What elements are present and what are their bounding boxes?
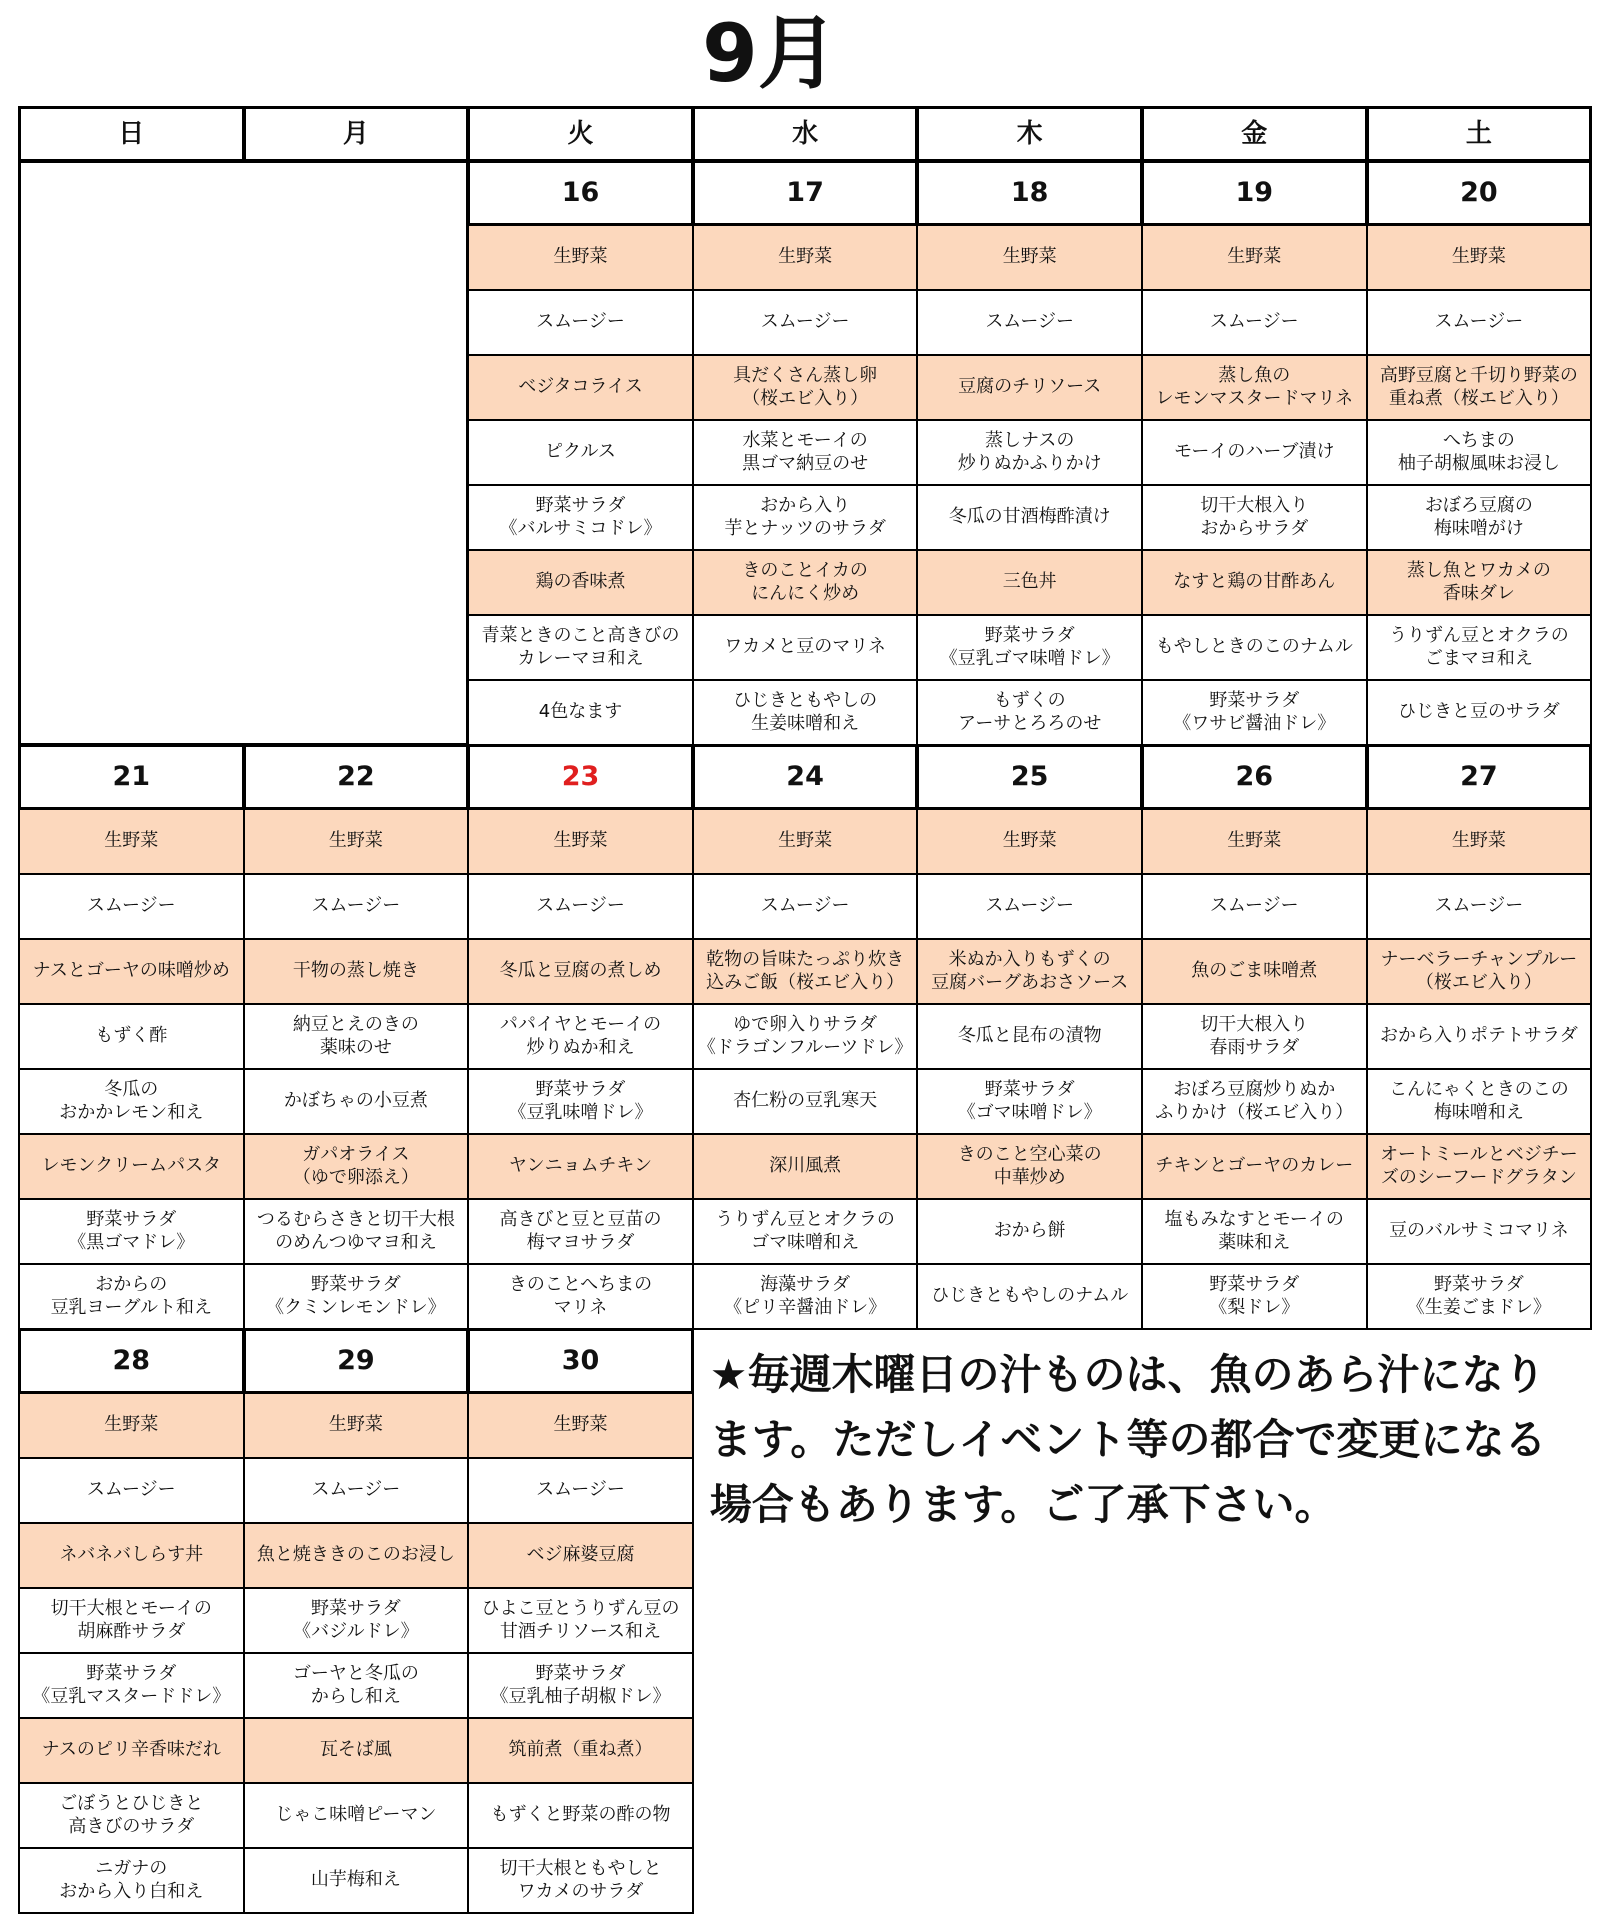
menu-item — [1141, 1198, 1368, 1265]
raw-vegetable-item-text: 生野菜 — [104, 1414, 159, 1436]
menu-item-text: ニガナの おから入り白和え — [59, 1858, 204, 1902]
menu-item-text: 切干大根ともやしと ワカメのサラダ — [499, 1858, 662, 1902]
menu-item-text: 三色丼 — [1002, 571, 1057, 593]
day-date-text: 18 — [1010, 177, 1049, 209]
menu-item — [1141, 1068, 1368, 1135]
smoothie-item-text: スムージー — [985, 311, 1075, 333]
smoothie-item-text: スムージー — [86, 1479, 176, 1501]
day-date-text: 26 — [1235, 761, 1274, 793]
menu-item-text: ベジタコライス — [518, 376, 643, 398]
menu-item — [692, 1133, 919, 1200]
menu-item-text: 野菜サラダ 《クミンレモンドレ》 — [266, 1274, 446, 1318]
menu-item-text: 水菜とモーイの 黒ゴマ納豆のせ — [742, 430, 869, 474]
day-date — [1141, 744, 1368, 810]
menu-item — [1141, 484, 1368, 551]
menu-item-text: こんにゃくときのこの 梅味噌和え — [1389, 1079, 1569, 1123]
menu-item-text: 蒸し魚とワカメの 香味ダレ — [1406, 560, 1551, 604]
weekday-header-text: 日 — [118, 118, 145, 149]
weekday-header-text: 金 — [1241, 118, 1268, 149]
menu-item-text: 冬瓜の おかかレモン和え — [59, 1079, 204, 1123]
menu-item-text: おから入り 芋とナッツのサラダ — [724, 495, 886, 539]
menu-item — [467, 1847, 694, 1914]
day-date — [467, 744, 694, 810]
menu-item-text: じゃこ味噌ピーマン — [275, 1804, 437, 1826]
menu-item-text: 豆腐のチリソース — [958, 376, 1102, 398]
menu-item — [243, 938, 470, 1005]
menu-item — [692, 1263, 919, 1330]
menu-item — [467, 1133, 694, 1200]
raw-vegetable-item — [243, 808, 470, 875]
day-date-text: 24 — [786, 761, 824, 793]
menu-item — [1141, 1133, 1368, 1200]
menu-item-text: なすと鶏の甘酢あん — [1173, 571, 1336, 593]
menu-item-text: ごぼうとひじきと 高きびのサラダ — [59, 1793, 204, 1837]
menu-item — [243, 1263, 470, 1330]
notice-text: ★毎週木曜日の汁ものは、魚のあら汁になります。ただしイベント等の都合で変更になる場合もあります。ご了承下さい。 — [709, 1350, 1547, 1530]
smoothie-item — [18, 873, 245, 940]
menu-item-text: 高きびと豆と豆苗の 梅マヨサラダ — [499, 1209, 662, 1253]
menu-item-text: 野菜サラダ 《黒ゴマドレ》 — [68, 1209, 195, 1253]
weekday-header — [467, 106, 694, 162]
menu-item-text: ナスとゴーヤの味噌炒め — [32, 960, 230, 982]
menu-item-text: 蒸しナスの 炒りぬかふりかけ — [957, 430, 1102, 474]
menu-item-text: レモンクリームパスタ — [41, 1155, 222, 1177]
menu-item — [18, 938, 245, 1005]
day-date — [18, 1328, 245, 1394]
menu-item — [467, 1263, 694, 1330]
day-date — [1366, 744, 1593, 810]
day-date-text: 22 — [337, 761, 375, 793]
menu-item-text: ナーベラーチャンプルー （桜エビ入り） — [1380, 949, 1578, 993]
raw-vegetable-item-text: 生野菜 — [778, 246, 833, 268]
menu-item-text: ヤンニョムチキン — [508, 1155, 653, 1177]
smoothie-item — [916, 873, 1143, 940]
smoothie-item — [1366, 289, 1593, 356]
menu-item — [243, 1068, 470, 1135]
menu-item — [1366, 614, 1593, 681]
menu-item — [467, 484, 694, 551]
menu-item-text: 野菜サラダ 《生姜ごまドレ》 — [1406, 1274, 1551, 1318]
menu-item — [467, 1782, 694, 1849]
day-date-text: 19 — [1235, 177, 1274, 209]
menu-item — [18, 1782, 245, 1849]
raw-vegetable-item-text: 生野菜 — [1451, 830, 1506, 852]
menu-item-text: ゆで卵入りサラダ 《ドラゴンフルーツドレ》 — [697, 1014, 913, 1058]
menu-item — [18, 1198, 245, 1265]
menu-item-text: チキンとゴーヤのカレー — [1155, 1155, 1354, 1177]
day-date — [467, 1328, 694, 1394]
menu-item — [692, 679, 919, 746]
menu-item-text: へちまの 柚子胡椒風味お浸し — [1397, 430, 1560, 474]
menu-item — [467, 354, 694, 421]
menu-item — [916, 1068, 1143, 1135]
menu-item — [916, 679, 1143, 746]
menu-item-text: 高野豆腐と千切り野菜の 重ね煮（桜エビ入り） — [1379, 365, 1578, 409]
menu-item — [692, 549, 919, 616]
menu-item-text: ワカメと豆のマリネ — [724, 636, 886, 658]
menu-item-text: 魚と焼ききのこのお浸し — [256, 1544, 455, 1566]
menu-item-text: つるむらさきと切干大根 のめんつゆマヨ和え — [256, 1209, 455, 1253]
menu-item-text: ひよこ豆とうりずん豆の 甘酒チリソース和え — [481, 1598, 680, 1642]
menu-item — [916, 419, 1143, 486]
menu-item-text: ガパオライス （ゆで卵添え） — [292, 1144, 419, 1188]
menu-item-text: ナスのピリ辛香味だれ — [41, 1739, 221, 1761]
menu-item-text: 冬瓜の甘酒梅酢漬け — [948, 506, 1111, 528]
menu-item — [916, 1003, 1143, 1070]
menu-item — [243, 1522, 470, 1589]
smoothie-item — [467, 289, 694, 356]
menu-item — [243, 1717, 470, 1784]
menu-item — [243, 1198, 470, 1265]
menu-item — [467, 614, 694, 681]
menu-item-text: 魚のごま味噌煮 — [1191, 960, 1318, 982]
smoothie-item — [243, 873, 470, 940]
weekday-header — [18, 106, 245, 162]
smoothie-item-text: スムージー — [536, 311, 625, 333]
day-date — [243, 1328, 470, 1394]
menu-item — [1141, 1003, 1368, 1070]
weekday-header-text: 木 — [1016, 118, 1043, 149]
raw-vegetable-item-text: 生野菜 — [1227, 830, 1282, 852]
raw-vegetable-item-text: 生野菜 — [553, 830, 608, 852]
day-date-text: 17 — [786, 177, 824, 209]
weekday-header-text: 火 — [567, 118, 594, 149]
menu-item-text: ベジ麻婆豆腐 — [526, 1544, 635, 1566]
menu-item — [692, 614, 919, 681]
menu-item-text: 切干大根入り おからサラダ — [1200, 495, 1309, 539]
smoothie-item — [916, 289, 1143, 356]
menu-item-text: 4色なます — [538, 701, 623, 723]
weekday-header — [243, 106, 470, 162]
menu-item — [18, 1263, 245, 1330]
menu-item — [692, 938, 919, 1005]
menu-item — [467, 1198, 694, 1265]
menu-item-text: 野菜サラダ 《豆乳ゴマ味噌ドレ》 — [939, 625, 1120, 669]
raw-vegetable-item-text: 生野菜 — [328, 830, 383, 852]
menu-item — [692, 1198, 919, 1265]
menu-item — [1366, 419, 1593, 486]
menu-item — [692, 1003, 919, 1070]
menu-item — [1366, 938, 1593, 1005]
smoothie-item — [692, 289, 919, 356]
raw-vegetable-item — [692, 808, 919, 875]
menu-item — [1366, 549, 1593, 616]
menu-item — [1366, 1263, 1593, 1330]
menu-item — [243, 1782, 470, 1849]
raw-vegetable-item-text: 生野菜 — [104, 830, 159, 852]
smoothie-item — [467, 873, 694, 940]
smoothie-item — [1366, 873, 1593, 940]
menu-item-text: おからの 豆乳ヨーグルト和え — [50, 1274, 213, 1318]
menu-item-text: 冬瓜と豆腐の煮しめ — [499, 960, 662, 982]
menu-item-text: きのこと空心菜の 中華炒め — [957, 1144, 1102, 1188]
smoothie-item — [18, 1457, 245, 1524]
menu-item — [916, 484, 1143, 551]
menu-calendar — [18, 106, 1594, 1906]
menu-item — [1141, 679, 1368, 746]
menu-item — [1141, 549, 1368, 616]
smoothie-item-text: スムージー — [311, 1479, 401, 1501]
menu-item — [243, 1133, 470, 1200]
menu-item — [1141, 1263, 1368, 1330]
day-date-text: 21 — [112, 761, 151, 793]
raw-vegetable-item-text: 生野菜 — [1227, 246, 1282, 268]
weekday-header-text: 土 — [1465, 118, 1492, 149]
menu-item-text: おぼろ豆腐炒りぬか ふりかけ（桜エビ入り） — [1155, 1079, 1354, 1123]
menu-item — [1366, 679, 1593, 746]
menu-item-text: 乾物の旨味たっぷり炊き 込みご飯（桜エビ入り） — [706, 949, 905, 993]
menu-item — [467, 1068, 694, 1135]
smoothie-item-text: スムージー — [760, 895, 850, 917]
smoothie-item — [692, 873, 919, 940]
menu-item-text: もずくの アーサとろろのせ — [957, 690, 1102, 734]
menu-item-text: 青菜ときのこと高きびの カレーマヨ和え — [481, 625, 680, 669]
menu-item-text: 野菜サラダ 《梨ドレ》 — [1209, 1274, 1300, 1318]
menu-item-text: 具だくさん蒸し卵 （桜エビ入り） — [733, 365, 878, 409]
menu-item — [467, 679, 694, 746]
menu-item — [467, 1003, 694, 1070]
raw-vegetable-item-text: 生野菜 — [553, 1414, 608, 1436]
menu-item-text: モーイのハーブ漬け — [1174, 441, 1335, 463]
menu-item — [18, 1847, 245, 1914]
menu-item-text: ゴーヤと冬瓜の からし和え — [292, 1663, 419, 1707]
page-title: 9月 — [702, 7, 838, 100]
raw-vegetable-item-text: 生野菜 — [1002, 830, 1057, 852]
day-date — [916, 160, 1143, 226]
menu-item — [243, 1003, 470, 1070]
raw-vegetable-item — [467, 224, 694, 291]
menu-item-text: 海藻サラダ 《ピリ辛醤油ドレ》 — [724, 1274, 887, 1318]
menu-item-text: 干物の蒸し焼き — [292, 960, 419, 982]
menu-item-text: 野菜サラダ 《バジルドレ》 — [293, 1598, 419, 1642]
menu-item — [467, 549, 694, 616]
day-date-text: 29 — [337, 1345, 375, 1377]
smoothie-item-text: スムージー — [1209, 311, 1299, 333]
menu-item-text: 納豆とえのきの 薬味のせ — [292, 1014, 419, 1058]
menu-item — [18, 1003, 245, 1070]
menu-item-text: 筑前煮（重ね煮） — [508, 1739, 653, 1761]
menu-item — [916, 1198, 1143, 1265]
day-date — [1141, 160, 1368, 226]
menu-item — [1366, 1068, 1593, 1135]
menu-item — [18, 1133, 245, 1200]
menu-item-text: 塩もみなすとモーイの 薬味和え — [1164, 1209, 1344, 1253]
menu-item-text: うりずん豆とオクラの ゴマ味噌和え — [715, 1209, 895, 1253]
menu-item — [692, 354, 919, 421]
menu-item — [916, 614, 1143, 681]
menu-item-text: オートミールとベジチー ズのシーフードグラタン — [1380, 1144, 1578, 1188]
menu-item-text: きのことへちまの マリネ — [508, 1274, 653, 1318]
menu-item — [243, 1652, 470, 1719]
smoothie-item — [1141, 289, 1368, 356]
raw-vegetable-item — [18, 808, 245, 875]
menu-item-text: 野菜サラダ 《バルサミコドレ》 — [499, 495, 662, 539]
smoothie-item-text: スムージー — [311, 895, 401, 917]
menu-item-text: 野菜サラダ 《ワサビ醤油ドレ》 — [1173, 690, 1336, 734]
raw-vegetable-item-text: 生野菜 — [553, 246, 608, 268]
menu-item-text: きのことイカの にんにく炒め — [742, 560, 868, 604]
menu-item-text: 杏仁粉の豆乳寒天 — [733, 1090, 878, 1112]
smoothie-item — [467, 1457, 694, 1524]
menu-item-text: ひじきともやしのナムル — [931, 1285, 1129, 1307]
smoothie-item-text: スムージー — [536, 895, 625, 917]
raw-vegetable-item-text: 生野菜 — [778, 830, 833, 852]
day-date-text: 23 — [561, 761, 600, 793]
menu-item — [467, 1522, 694, 1589]
day-date-text: 28 — [112, 1345, 151, 1377]
menu-item-text: もやしときのこのナムル — [1155, 636, 1353, 658]
menu-item — [18, 1068, 245, 1135]
menu-item-text: ひじきともやしの 生姜味噌和え — [733, 690, 878, 734]
menu-item — [467, 1587, 694, 1654]
raw-vegetable-item — [916, 808, 1143, 875]
raw-vegetable-item — [18, 1392, 245, 1459]
menu-item-text: 野菜サラダ 《豆乳柚子胡椒ドレ》 — [490, 1663, 671, 1707]
day-date — [692, 160, 919, 226]
menu-item-text: 豆のバルサミコマリネ — [1389, 1220, 1569, 1242]
menu-item-text: うりずん豆とオクラの ごまマヨ和え — [1389, 625, 1569, 669]
smoothie-item-text: スムージー — [1434, 895, 1524, 917]
smoothie-item — [1141, 873, 1368, 940]
day-date — [467, 160, 694, 226]
menu-item-text: パパイヤとモーイの 炒りぬか和え — [499, 1014, 662, 1058]
menu-item-text: 蒸し魚の レモンマスタードマリネ — [1155, 365, 1354, 409]
day-date — [18, 744, 245, 810]
menu-item-text: 米ぬか入りもずくの 豆腐バーグあおさソース — [931, 949, 1129, 993]
menu-item-text: ネバネバしらす丼 — [59, 1544, 204, 1566]
menu-item-text: 冬瓜と昆布の漬物 — [957, 1025, 1102, 1047]
day-date — [692, 744, 919, 810]
day-date-text: 27 — [1460, 761, 1498, 793]
smoothie-item-text: スムージー — [1434, 311, 1524, 333]
menu-item — [1141, 614, 1368, 681]
menu-item-text: おから入りポテトサラダ — [1379, 1025, 1578, 1047]
menu-item-text: かぼちゃの小豆煮 — [283, 1090, 428, 1112]
day-date — [1366, 160, 1593, 226]
menu-item-text: 野菜サラダ 《豆乳マスタードドレ》 — [32, 1663, 231, 1707]
menu-item-text: 切干大根とモーイの 胡麻酢サラダ — [50, 1598, 212, 1642]
weekday-header — [1141, 106, 1368, 162]
menu-item — [243, 1847, 470, 1914]
menu-item — [692, 484, 919, 551]
menu-item-text: もずくと野菜の酢の物 — [490, 1804, 671, 1826]
menu-item-text: 野菜サラダ 《ゴマ味噌ドレ》 — [957, 1079, 1102, 1123]
menu-item — [916, 1263, 1143, 1330]
menu-item-text: 野菜サラダ 《豆乳味噌ドレ》 — [508, 1079, 653, 1123]
menu-item-text: おぼろ豆腐の 梅味噌がけ — [1424, 495, 1533, 539]
day-date-text: 25 — [1010, 761, 1049, 793]
menu-item — [243, 1587, 470, 1654]
menu-item-text: 瓦そば風 — [319, 1739, 392, 1761]
menu-item-text: もずく酢 — [95, 1025, 168, 1047]
smoothie-item-text: スムージー — [760, 311, 850, 333]
menu-item — [467, 419, 694, 486]
raw-vegetable-item — [1141, 808, 1368, 875]
menu-item — [1366, 484, 1593, 551]
menu-item — [692, 1068, 919, 1135]
menu-item-text: 切干大根入り 春雨サラダ — [1200, 1014, 1309, 1058]
raw-vegetable-item — [1141, 224, 1368, 291]
smoothie-item-text: スムージー — [985, 895, 1075, 917]
weekday-header — [916, 106, 1143, 162]
menu-item — [916, 354, 1143, 421]
smoothie-item — [243, 1457, 470, 1524]
weekday-header-text: 月 — [342, 118, 369, 149]
weekday-header — [1366, 106, 1593, 162]
day-date-text: 16 — [561, 177, 600, 209]
menu-item — [1141, 938, 1368, 1005]
menu-item — [1366, 354, 1593, 421]
raw-vegetable-item — [1366, 808, 1593, 875]
menu-item — [1141, 419, 1368, 486]
menu-item — [467, 1652, 694, 1719]
menu-item — [467, 1717, 694, 1784]
day-date — [243, 744, 470, 810]
menu-item — [916, 549, 1143, 616]
menu-item-text: 鶏の香味煮 — [535, 571, 626, 593]
menu-item — [916, 938, 1143, 1005]
raw-vegetable-item-text: 生野菜 — [1451, 246, 1506, 268]
weekday-header — [692, 106, 919, 162]
smoothie-item-text: スムージー — [536, 1479, 625, 1501]
day-date-text: 20 — [1460, 177, 1498, 209]
raw-vegetable-item — [1366, 224, 1593, 291]
menu-item-text: ひじきと豆のサラダ — [1397, 701, 1560, 723]
raw-vegetable-item — [467, 808, 694, 875]
raw-vegetable-item — [916, 224, 1143, 291]
menu-item — [18, 1522, 245, 1589]
raw-vegetable-item — [692, 224, 919, 291]
weekday-header-text: 水 — [792, 118, 819, 149]
menu-item — [1141, 354, 1368, 421]
day-date-text: 30 — [561, 1345, 600, 1377]
menu-item — [1366, 1133, 1593, 1200]
menu-item — [1366, 1003, 1593, 1070]
menu-item — [18, 1587, 245, 1654]
raw-vegetable-item — [243, 1392, 470, 1459]
empty-cell — [18, 160, 469, 746]
menu-item-text: 深川風煮 — [769, 1155, 842, 1177]
smoothie-item-text: スムージー — [86, 895, 176, 917]
raw-vegetable-item — [467, 1392, 694, 1459]
menu-item — [18, 1652, 245, 1719]
menu-item — [1366, 1198, 1593, 1265]
menu-item — [467, 938, 694, 1005]
menu-item — [692, 419, 919, 486]
menu-item-text: 山芋梅和え — [310, 1869, 401, 1891]
menu-item — [18, 1717, 245, 1784]
raw-vegetable-item-text: 生野菜 — [1002, 246, 1057, 268]
raw-vegetable-item-text: 生野菜 — [328, 1414, 383, 1436]
smoothie-item-text: スムージー — [1209, 895, 1299, 917]
menu-item — [916, 1133, 1143, 1200]
day-date — [916, 744, 1143, 810]
menu-item-text: おから餅 — [993, 1220, 1066, 1242]
menu-item-text: ピクルス — [545, 441, 616, 463]
